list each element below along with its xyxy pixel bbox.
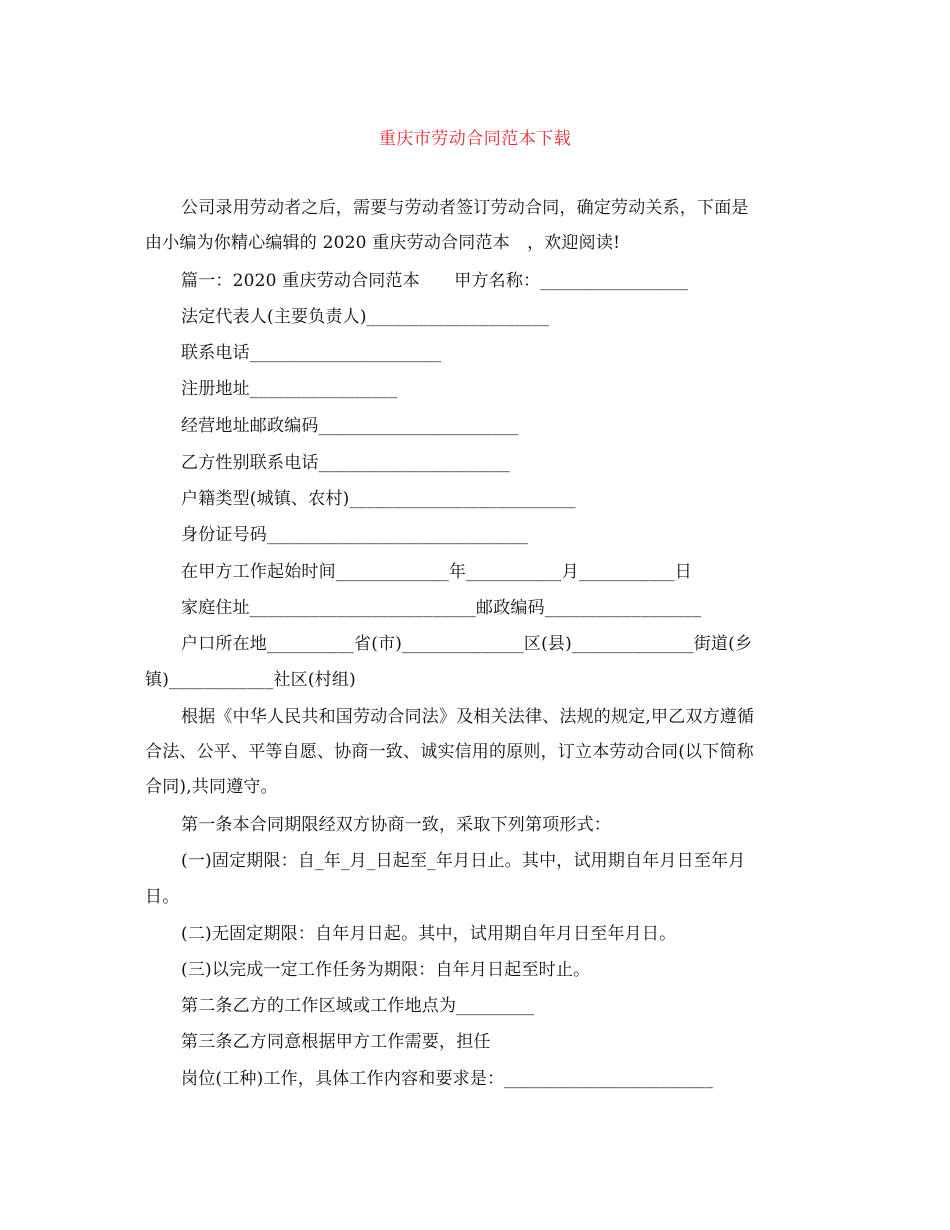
form-field-line: 户籍类型(城镇、农村)__________________________ bbox=[181, 489, 576, 509]
form-field-line: 经营地址邮政编码_______________________ bbox=[181, 416, 519, 436]
article-line: (三)以完成一定工作任务为期限：自年月日起至时止。 bbox=[181, 960, 591, 980]
article-line: 第三条乙方同意根据甲方工作需要，担任 bbox=[181, 1032, 491, 1052]
article-line: (一)固定期限：自_年_月_日起至_年月日止。其中，试用期自年月日至年月 bbox=[181, 851, 746, 871]
article-line: 岗位(工种)工作，具体工作内容和要求是：________________________ bbox=[181, 1069, 714, 1089]
form-field-line: 法定代表人(主要负责人)_____________________ bbox=[181, 307, 550, 327]
form-field-line: 在甲方工作起始时间_____________年___________月___________日 bbox=[181, 562, 692, 582]
paragraph-line: 合法、公平、平等自愿、协商一致、诚实信用的原则，订立本劳动合同(以下简称 bbox=[145, 742, 754, 762]
form-field-line: 镇)____________社区(村组) bbox=[145, 670, 356, 690]
form-field-line: 注册地址_________________ bbox=[181, 379, 398, 399]
form-field-line: 联系电话______________________ bbox=[181, 343, 442, 363]
paragraph-line: 由小编为你精心编辑的 2020 重庆劳动合同范本 ，欢迎阅读! bbox=[145, 233, 621, 253]
article-line: 第一条本合同期限经双方协商一致，采取下列第项形式： bbox=[181, 815, 611, 835]
document-title: 重庆市劳动合同范本下载 bbox=[378, 129, 572, 149]
article-line: 第二条乙方的工作区域或工作地点为_________ bbox=[181, 996, 535, 1016]
form-field-line: 乙方性别联系电话______________________ bbox=[181, 453, 510, 473]
paragraph-line: 根据《中华人民共和国劳动合同法》及相关法律、法规的规定,甲乙双方遵循 bbox=[181, 707, 755, 727]
paragraph-line: 篇一：2020 重庆劳动合同范本 甲方名称：_________________ bbox=[181, 271, 689, 291]
form-field-line: 身份证号码______________________________ bbox=[181, 525, 528, 545]
paragraph-line: 公司录用劳动者之后，需要与劳动者签订劳动合同，确定劳动关系，下面是 bbox=[181, 198, 749, 218]
form-field-line: 家庭住址__________________________邮政编码__________________ bbox=[181, 598, 702, 618]
form-field-line: 户口所在地__________省(市)______________区(县)______________街道(乡 bbox=[181, 634, 753, 654]
paragraph-line: 合同),共同遵守。 bbox=[145, 777, 278, 797]
article-line: 日。 bbox=[145, 887, 180, 907]
article-line: (二)无固定期限：自年月日起。其中，试用期自年月日至年月日。 bbox=[181, 924, 677, 944]
